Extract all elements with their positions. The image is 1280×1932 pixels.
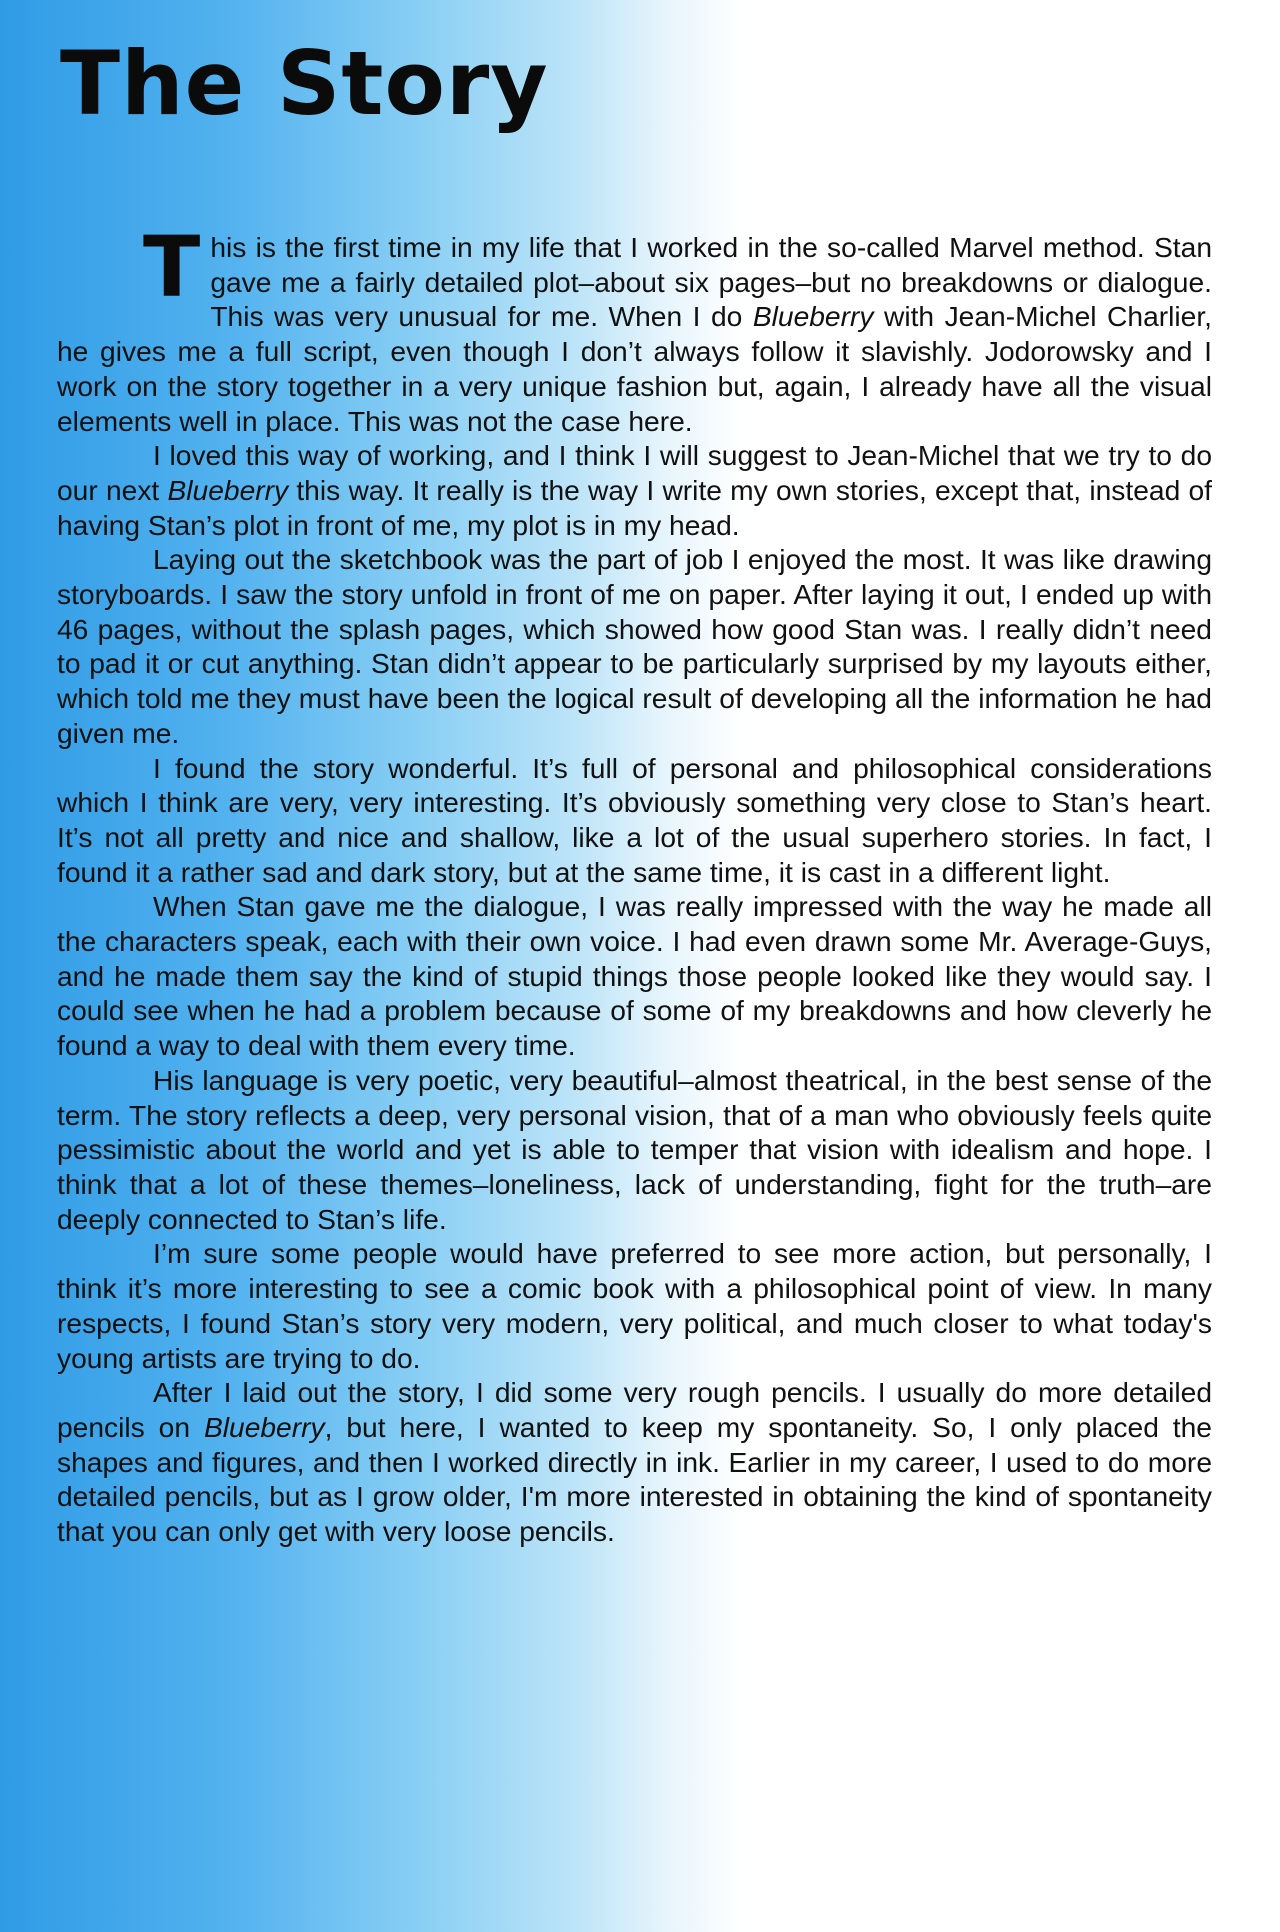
text-run: His language is very poetic, very beautiful–almost theatrical, in the best sense of the term. The story reflects a deep, very personal vision, that of a man who obviously feels quite pessimistic about the world and yet is able to temper that vision with idealism and hope. I think that a lot of these themes–loneliness, lack of understanding, fight for the truth–are deeply connected to Stan’s life.: [57, 1063, 1212, 1235]
text-run: with Jean-Michel Charlier, he gives me a full script, even though I don’t always follow it slavishly. Jodorowsky and I work on the story together in a very unique fashion but, again, I already have all the visual elements well in place. This was not the case here.: [57, 300, 1212, 437]
drop-cap: T: [143, 218, 201, 316]
text-run: , but here, I wanted to keep my spontaneity. So, I only placed the shapes and figures, and then I worked directly in ink. Earlier in my career, I used to do more detailed pencils, but as I grow older, I'm more interested in obtaining the kind of spontaneity that you can only get with very loose pencils.: [57, 1410, 1212, 1548]
paragraph: [57, 1063, 1212, 1237]
text-run: this way. It really is the way I write my own stories, except that, instead of having Stan’s plot in front of me, my plot is in my head.: [57, 473, 1212, 541]
text-run: his is the first time in my life that I worked in the so-called Marvel method. Stan gave me a fairly detailed plot–about six pages–but no breakdowns or dialogue. This was very unusual for me. When I do: [210, 231, 1212, 333]
paragraph: [57, 1236, 1212, 1375]
text-run: Laying out the sketchbook was the part of job I enjoyed the most. It was like drawing storyboards. I saw the story unfold in front of me on paper. After laying it out, I ended up with 46 pages, without the splash pages, which showed how good Stan was. I really didn’t need to pad it or cut anything. Stan didn’t appear to be particularly surprised by my layouts either, which told me they must have been the logical result of developing all the information he had given me.: [57, 543, 1212, 749]
text-run: I found the story wonderful. It’s full of personal and philosophical considerations which I think are very, very interesting. It’s obviously something very close to Stan’s heart. It’s not all pretty and nice and shallow, like a lot of the usual superhero stories. In fact, I found it a rather sad and dark story, but at the same time, it is cast in a different light.: [57, 751, 1212, 888]
paragraph: [57, 889, 1212, 1063]
italic-title: Blueberry: [752, 300, 874, 333]
paragraph: [57, 751, 1212, 890]
article-body: [57, 218, 1212, 1549]
text-run: I’m sure some people would have preferred to see more action, but personally, I think it’s more interesting to see a comic book with a philosophical point of view. In many respects, I found Stan’s story very modern, very political, and much closer to what today's young artists are trying to do.: [57, 1237, 1212, 1374]
italic-title: Blueberry: [167, 473, 289, 506]
paragraph: [57, 438, 1212, 542]
paragraph: [57, 542, 1212, 750]
paragraph: [57, 218, 1212, 438]
paragraph: [57, 1375, 1212, 1549]
text-run: After I laid out the story, I did some very rough pencils. I usually do more detailed pencils on: [57, 1376, 1212, 1443]
text-run: I loved this way of working, and I think I will suggest to Jean-Michel that we try to do our next: [57, 439, 1212, 506]
text-run: When Stan gave me the dialogue, I was really impressed with the way he made all the characters speak, each with their own voice. I had even drawn some Mr. Average-Guys, and he made them say the kind of stupid things those people looked like they would say. I could see when he had a problem because of some of my breakdowns and how cleverly he found a way to deal with them every time.: [57, 890, 1212, 1062]
italic-title: Blueberry: [203, 1410, 325, 1443]
page-title: The Story: [60, 32, 549, 135]
